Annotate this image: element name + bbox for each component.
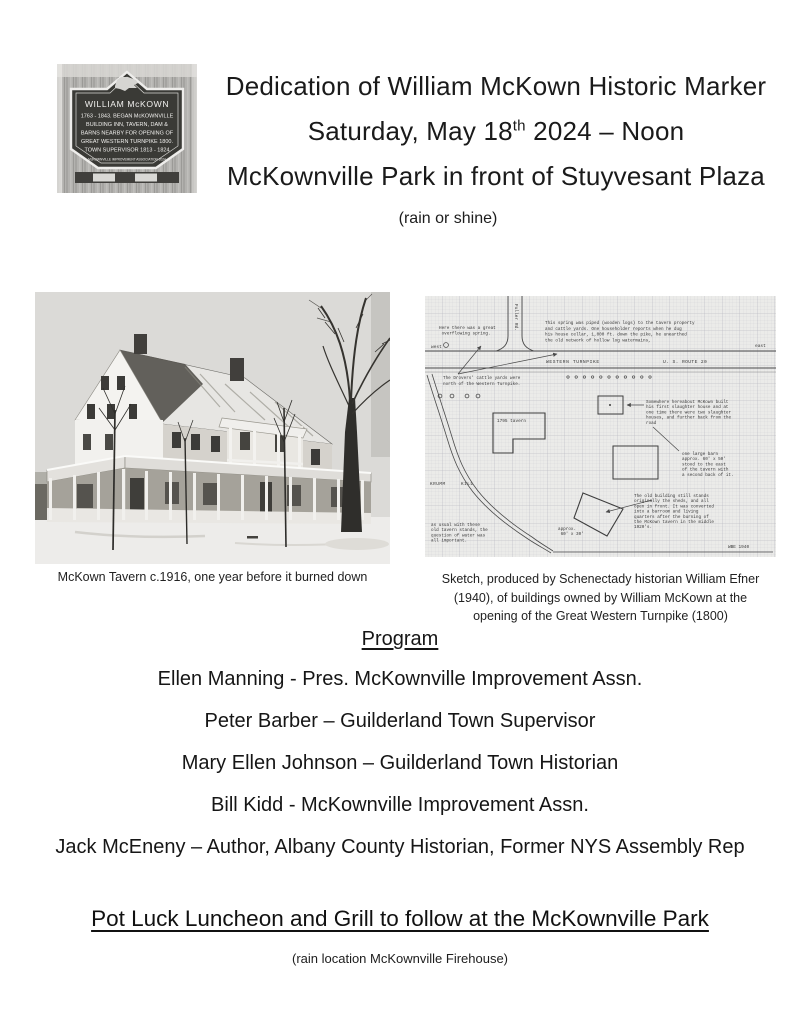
marker-line-1: 1763 - 1843. BEGAN McKOWNVILLE [80,113,174,120]
efner-sketch [425,296,776,557]
drovers-note: The Drovers' cattle yards were north of the Western Turnpike. [443,376,521,387]
marker-line-4: GREAT WESTERN TURNPIKE 1800. [81,139,173,145]
sketch-caption-line: Sketch, produced by Schenectady historian William Efner [441,572,760,586]
barn-note: one large barn approx. 60' x 50' stood to the east of the tavern with a second back of it. [682,452,734,478]
western-turnpike-label: WESTERN TURNPIKE [546,360,600,365]
program-item: Peter Barber – Guilderland Town Supervisor [204,710,596,732]
chimney [230,358,244,381]
svg-text:KILL: KILL [461,482,474,487]
krum-kill-label: KRUMM [430,482,446,487]
fuller-rd-label: Fuller Rd. [513,304,518,332]
chimney [134,334,147,354]
piped-spring-note: This spring was piped (wooden logs) to the tavern property and cattle yards. One householder reports when he dug his house cellar, 1,000 ft. down the pike, he unearthed the old network of hollow log watermains, [545,321,695,344]
signature-label: WBE 1940 [728,545,750,550]
us-route-20-label: U. S. ROUTE 20 [663,360,708,365]
tavern-photo [35,292,390,564]
tavern-caption: McKown Tavern c.1916, one year before it burned down [57,570,368,584]
old-building-note: The old building still stands originally the sheds, and all open in front. It was converted into a barroom and living quarters after the burning of the McKown tavern in the middle 1920's. [634,494,714,531]
approx-size-label: approx. 60' x 30' [558,527,584,538]
water-note: as usual with these old tavern stands, the question of water was all important. [431,523,488,544]
tavern-1795-label: 1795 tavern [497,419,526,424]
west-label: west [431,345,442,350]
program-item: Ellen Manning - Pres. McKownville Improvement Assn. [157,668,643,690]
sketch-caption [421,570,780,626]
sketch-caption-line: (1940), of buildings owned by William McKown at the [453,590,748,605]
program-item: Bill Kidd - McKownville Improvement Assn. [211,794,589,816]
rain-location-note: (rain location McKownville Firehouse) [291,951,509,966]
rain-or-shine-note: (rain or shine) [398,210,498,227]
luncheon-note: Pot Luck Luncheon and Grill to follow at the McKownville Park [91,906,709,931]
sketch-caption-line: opening of the Great Western Turnpike (1800) [473,609,728,623]
east-label: east [755,344,766,349]
flyer-date: Saturday, May 18th 2024 – Noon [307,116,685,146]
flyer-location: McKownville Park in front of Stuyvesant Plaza [227,161,765,191]
marker-footer-text: McKOWNVILLE IMPROVEMENT ASSOCIATION 2024 [88,157,166,162]
program-item: Jack McEneny – Author, Albany County Historian, Former NYS Assembly Rep [55,836,745,858]
spring-note: Here there was a great overflowing spring. [439,326,496,337]
historic-marker-photo [57,64,197,193]
marker-line-2: BUILDING INN, TAVERN, DAM & [86,122,168,128]
marker-line-5: TOWN SUPERVISOR 1813 - 1824 [84,147,170,154]
slaughterhouse-note: Somewhere hereabout McKown built his first slaughter house and at one time there were two slaughter houses, and further back from the road [646,400,732,426]
program-item: Mary Ellen Johnson – Guilderland Town Historian [181,752,619,774]
program-heading: Program [361,628,439,650]
flyer-title: Dedication of William McKown Historic Marker [225,71,767,101]
marker-title-text: WILLIAM McKOWN [84,99,170,109]
marker-mount [75,172,179,183]
marker-line-3: BARNS NEARBY FOR OPENING OF [80,130,174,137]
